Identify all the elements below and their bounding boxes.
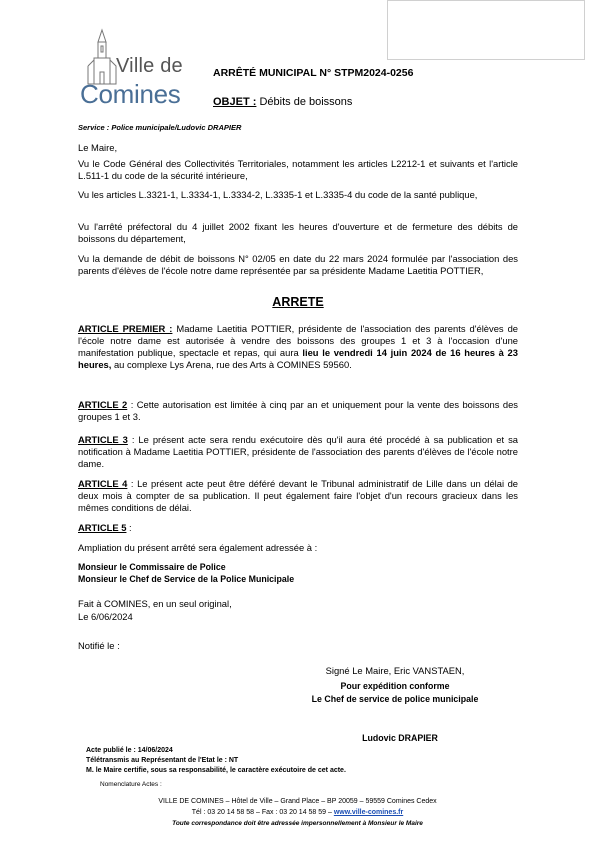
footer-correspondance bbox=[60, 819, 535, 829]
article-premier-lieu: au complexe Lys Arena, rue des Arts à COMINES 59560. bbox=[111, 359, 352, 371]
article-3-label: ARTICLE 3 bbox=[78, 434, 128, 445]
vu-arrete-prefectoral: Vu l'arrêté préfectoral du 4 juillet 2002 fixant les heures d'ouverture et de fermeture des débits de boissons du département, bbox=[78, 221, 518, 245]
arrete-heading: ARRETE bbox=[272, 295, 324, 309]
article-2-text: : Cette autorisation est limitée à cinq par an et uniquement pour la vente des boissons des groupes 1 et 3. bbox=[78, 399, 518, 423]
article-3 bbox=[78, 434, 518, 470]
chef-service-title: Le Chef de service de police municipale bbox=[311, 694, 479, 704]
le-maire: Le Maire, bbox=[78, 142, 118, 153]
objet-label: OBJET : bbox=[213, 96, 257, 108]
article-5-label: ARTICLE 5 bbox=[78, 522, 127, 533]
website-link[interactable]: www.ville-comines.fr bbox=[333, 809, 404, 816]
expedition-conforme: Pour expédition conforme bbox=[340, 681, 450, 691]
acte-teletransmis: Télétransmis au Représentant de l'Etat le : NT bbox=[86, 757, 239, 764]
article-5 bbox=[78, 522, 132, 534]
footer-tel: Tél : 03 20 14 58 58 – Fax : 03 20 14 58 59 – bbox=[191, 809, 334, 816]
logo-comines-text: Comines bbox=[80, 79, 181, 109]
article-4-label: ARTICLE 4 bbox=[78, 478, 128, 489]
article-premier bbox=[78, 323, 518, 371]
vu-sante-publique: Vu les articles L.3321-1, L.3334-1, L.3334-2, L.3335-1 et L.3335-4 du code de la santé publique, bbox=[78, 189, 478, 200]
city-logo bbox=[80, 28, 198, 110]
stamp-box bbox=[387, 0, 585, 60]
footer-correspondance-text: Toute correspondance doit être adressée impersonnellement à Monsieur le Maire bbox=[172, 820, 423, 827]
signature-maire: Signé Le Maire, Eric VANSTAEN, bbox=[325, 665, 465, 676]
objet-line bbox=[213, 96, 352, 108]
service-line: Service : Police municipale/Ludovic DRAPIER bbox=[78, 123, 242, 132]
article-premier-text: Madame Laetitia POTTIER, présidente de l'association des parents d'élèves de l'école notre dame est autorisée à vendre des boissons des groupes 1 et 3 à l'occasion d'une manifestation publique, spectacle et repas, qui aura bbox=[78, 323, 519, 359]
article-premier-date: lieu le vendredi 14 juin 2024 de 16 heures à 23 heures, bbox=[78, 347, 518, 371]
article-3-text: : Le présent acte sera rendu exécutoire dès qu'il aura été procédé à sa publication et sa notification à Madame Laetitia POTTIER, présidente de l'association des parents d'élèves de l'école notre dame. bbox=[78, 434, 518, 470]
article-2 bbox=[78, 399, 518, 423]
acte-certifie: M. le Maire certifie, sous sa responsabilité, le caractère exécutoire de cet acte. bbox=[86, 767, 346, 774]
document-title: ARRÊTÉ MUNICIPAL N° STPM2024-0256 bbox=[213, 67, 414, 79]
footer-address: VILLE DE COMINES – Hôtel de Ville – Grand Place – BP 20059 – 59559 Comines Cedex bbox=[158, 798, 437, 805]
signatory-name: Ludovic DRAPIER bbox=[362, 733, 438, 743]
acte-nomenclature: Nomenclature Actes : bbox=[100, 781, 162, 788]
article-4 bbox=[78, 478, 518, 514]
vu-cgct: Vu le Code Général des Collectivités Territoriales, notamment les articles L2212-1 et suivants et l'article L.511-1 du code de la sécurité intérieure, bbox=[78, 158, 518, 182]
article-2-label: ARTICLE 2 bbox=[78, 399, 128, 410]
logo-ville-text: Ville de bbox=[116, 55, 183, 77]
signature-date: Le 6/06/2024 bbox=[78, 611, 133, 622]
fait-a: Fait à COMINES, en un seul original, bbox=[78, 598, 232, 609]
ampliation-text: Ampliation du présent arrêté sera également adressée à : bbox=[78, 542, 318, 553]
objet-text: Débits de boissons bbox=[259, 96, 353, 108]
church-icon bbox=[80, 28, 120, 86]
article-5-text: : bbox=[126, 522, 132, 533]
article-4-text: : Le présent acte peut être déféré devant le Tribunal administratif de Lille dans un délai de deux mois à compter de sa publication. Il peut également faire l'objet d'un recours gracieux dans les mêmes conditions de délai. bbox=[78, 478, 518, 514]
recipient-commissaire: Monsieur le Commissaire de Police bbox=[78, 562, 226, 572]
vu-demande: Vu la demande de débit de boissons N° 02/05 en date du 22 mars 2024 formulée par l'association des parents d'élèves de l'école notre dame représentée par sa présidente Madame Laetitia POTTIER, bbox=[78, 253, 518, 277]
notifie-le: Notifié le : bbox=[78, 640, 120, 651]
acte-publie: Acte publié le : 14/06/2024 bbox=[86, 747, 173, 754]
recipient-chef-service: Monsieur le Chef de Service de la Police Municipale bbox=[78, 574, 295, 584]
article-premier-label: ARTICLE PREMIER : bbox=[78, 323, 173, 334]
footer-contact bbox=[60, 808, 535, 818]
